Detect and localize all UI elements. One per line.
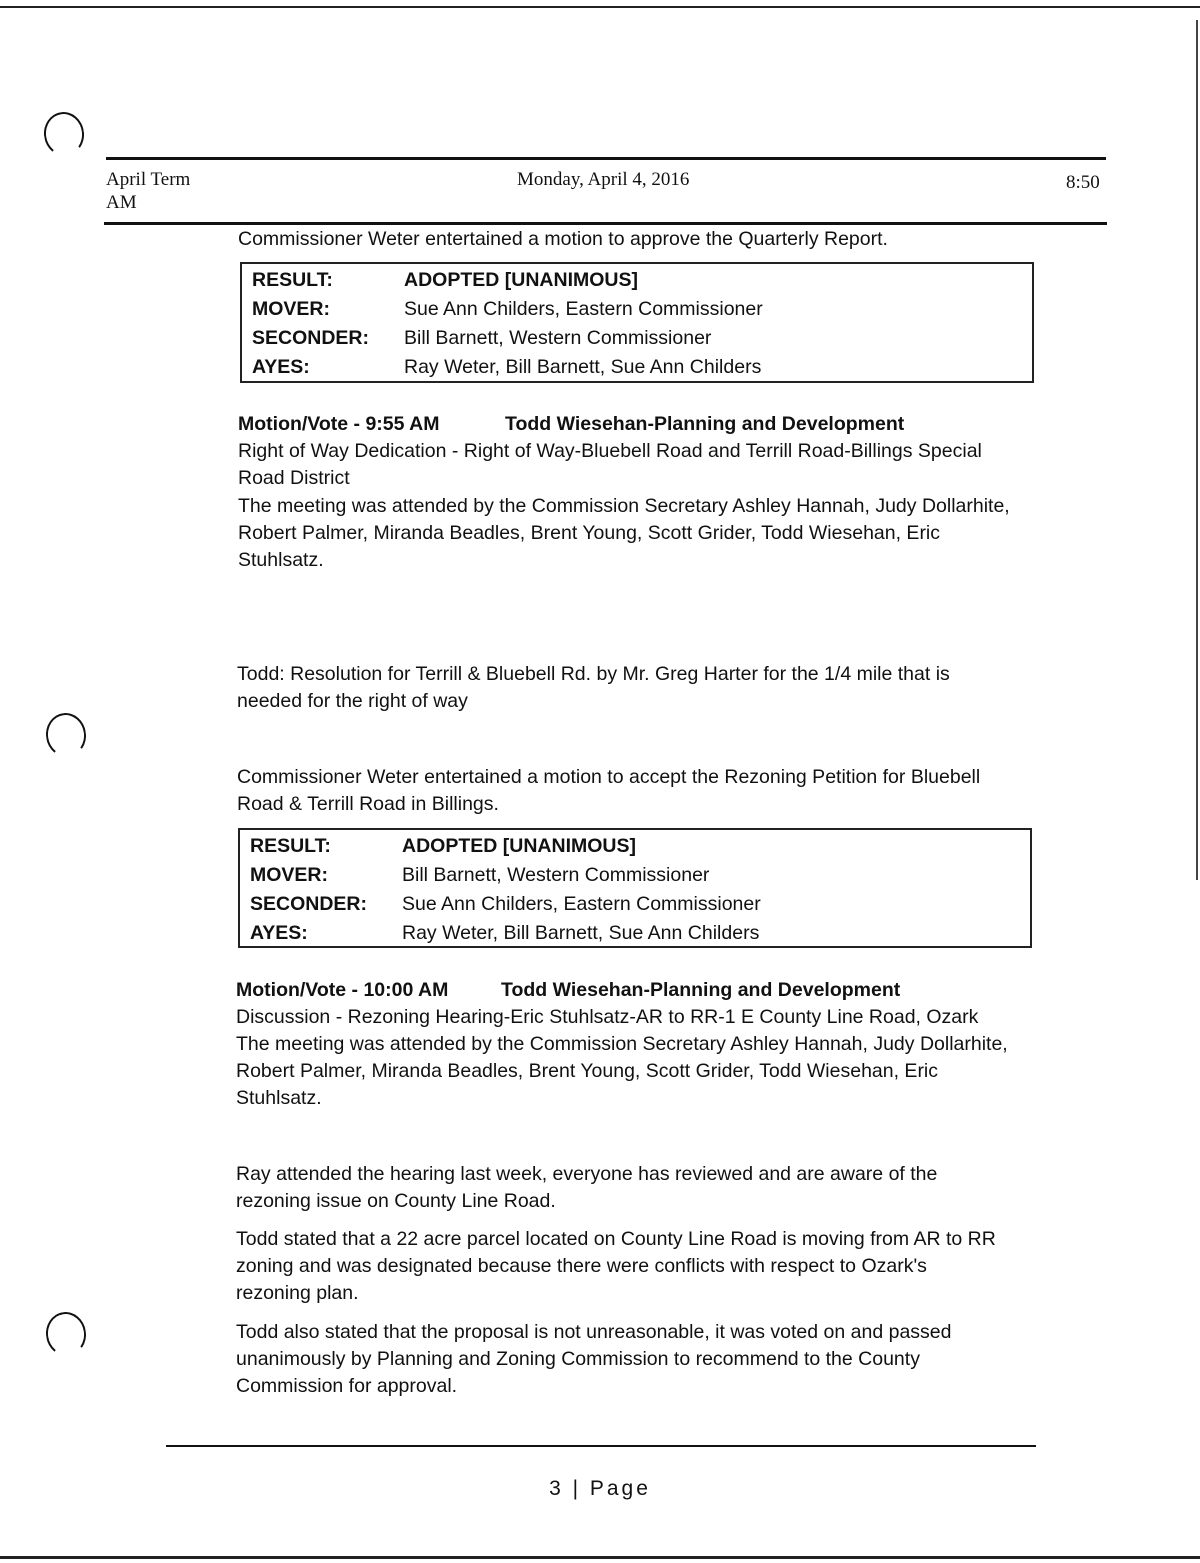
discussion-paragraph: unanimously by Planning and Zoning Commission to recommend to the County	[236, 1348, 920, 1370]
attendance-text: Robert Palmer, Miranda Beadles, Brent Young, Scott Grider, Todd Wiesehan, Eric	[238, 522, 941, 544]
header-term: April Term	[106, 169, 191, 190]
seconder-row	[242, 324, 1032, 352]
attendance-text: The meeting was attended by the Commission Secretary Ashley Hannah, Judy Dollarhite,	[236, 1033, 1008, 1055]
vote-result-table	[238, 828, 1032, 948]
header-rule-top	[106, 157, 1106, 160]
scan-edge-right	[1196, 20, 1198, 880]
result-row	[240, 832, 1030, 860]
result-label: RESULT:	[252, 269, 333, 291]
header-ampm: AM	[106, 192, 137, 213]
seconder-row	[240, 890, 1030, 918]
ayes-label: AYES:	[252, 356, 310, 378]
motion-intro: Commissioner Weter entertained a motion to approve the Quarterly Report.	[238, 228, 888, 250]
seconder-label: SECONDER:	[250, 893, 368, 915]
page-number: 3 | Page	[549, 1477, 651, 1500]
ayes-row	[242, 353, 1032, 381]
discussion-paragraph: zoning and was designated because there were conflicts with respect to Ozark's	[236, 1255, 927, 1277]
discussion-paragraph: Ray attended the hearing last week, everyone has reviewed and are aware of the	[236, 1163, 938, 1185]
result-label: RESULT:	[250, 835, 331, 857]
vote-result-table	[240, 262, 1034, 383]
discussion-paragraph: rezoning issue on County Line Road.	[236, 1190, 556, 1212]
seconder-value: Sue Ann Childers, Eastern Commissioner	[402, 893, 761, 915]
discussion-paragraph: Todd also stated that the proposal is not unreasonable, it was voted on and passed	[236, 1321, 952, 1343]
ayes-value: Ray Weter, Bill Barnett, Sue Ann Childers	[404, 356, 762, 378]
ayes-label: AYES:	[250, 922, 308, 944]
punch-hole-icon	[43, 1309, 89, 1358]
footer-rule	[166, 1445, 1036, 1447]
mover-row	[242, 295, 1032, 323]
punch-hole-icon	[43, 710, 89, 759]
attendance-text: Stuhlsatz.	[236, 1087, 322, 1109]
seconder-label: SECONDER:	[252, 327, 370, 349]
header-rule-bottom	[104, 222, 1107, 225]
header-time: 8:50	[1066, 172, 1100, 193]
mover-label: MOVER:	[250, 864, 328, 886]
mover-value: Sue Ann Childers, Eastern Commissioner	[404, 298, 763, 320]
discussion-paragraph: Commission for approval.	[236, 1375, 458, 1397]
discussion-paragraph: Todd stated that a 22 acre parcel located on County Line Road is moving from AR to RR	[236, 1228, 996, 1250]
item-heading-time: Motion/Vote - 10:00 AM	[236, 979, 449, 1001]
item-heading-time: Motion/Vote - 9:55 AM	[238, 413, 440, 435]
item-heading-dept: Todd Wiesehan-Planning and Development	[505, 413, 905, 435]
motion-intro: Commissioner Weter entertained a motion to accept the Rezoning Petition for Bluebell	[237, 766, 981, 788]
attendance-text: Robert Palmer, Miranda Beadles, Brent Young, Scott Grider, Todd Wiesehan, Eric	[236, 1060, 939, 1082]
result-value: ADOPTED [UNANIMOUS]	[404, 269, 638, 291]
seconder-value: Bill Barnett, Western Commissioner	[404, 327, 712, 349]
ayes-value: Ray Weter, Bill Barnett, Sue Ann Childers	[402, 922, 760, 944]
mover-label: MOVER:	[252, 298, 330, 320]
punch-hole-icon	[41, 109, 87, 158]
attendance-text: The meeting was attended by the Commission Secretary Ashley Hannah, Judy Dollarhite,	[238, 495, 1010, 517]
motion-intro: Road & Terrill Road in Billings.	[237, 793, 499, 815]
mover-value: Bill Barnett, Western Commissioner	[402, 864, 710, 886]
ayes-row	[240, 919, 1030, 947]
discussion-note: Todd: Resolution for Terrill & Bluebell Rd. by Mr. Greg Harter for the 1/4 mile that is	[237, 663, 950, 685]
item-description: Right of Way Dedication - Right of Way-Bluebell Road and Terrill Road-Billings Special	[238, 440, 982, 462]
header-date: Monday, April 4, 2016	[517, 169, 690, 190]
scan-edge-top	[0, 6, 1200, 8]
discussion-paragraph: rezoning plan.	[236, 1282, 359, 1304]
item-description: Road District	[238, 467, 350, 489]
attendance-text: Stuhlsatz.	[238, 549, 324, 571]
mover-row	[240, 861, 1030, 889]
result-row	[242, 266, 1032, 294]
scan-edge-bottom	[0, 1556, 1200, 1559]
item-heading-dept: Todd Wiesehan-Planning and Development	[501, 979, 901, 1001]
discussion-note: needed for the right of way	[237, 690, 468, 712]
result-value: ADOPTED [UNANIMOUS]	[402, 835, 636, 857]
item-description: Discussion - Rezoning Hearing-Eric Stuhlsatz-AR to RR-1 E County Line Road, Ozark	[236, 1006, 979, 1028]
